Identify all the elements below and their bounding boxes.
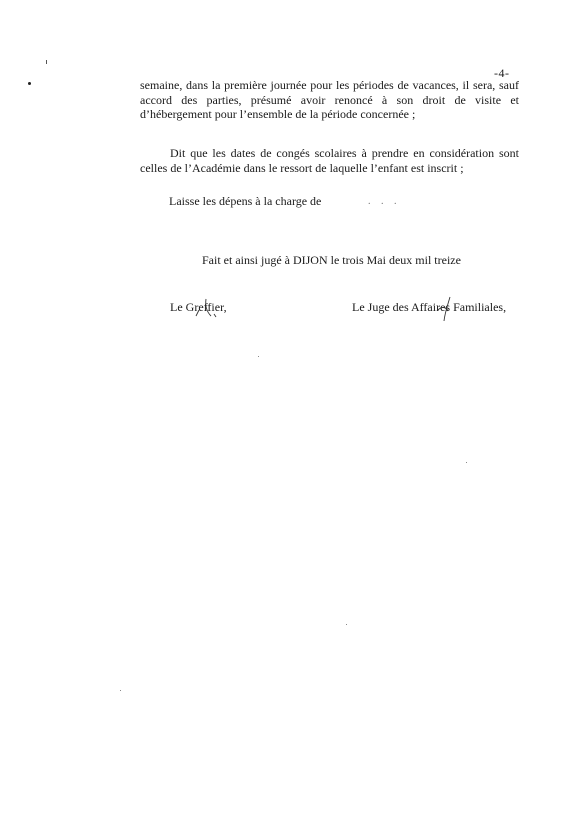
scan-mark [46,60,47,64]
costs-line: Laisse les dépens à la charge de [169,194,322,208]
scan-speck [258,356,259,357]
scan-speck [346,624,347,625]
paragraph-school-holidays: Dit que les dates de congés scolaires à prendre en considération sont celles de l’Académie dans le ressort de laquelle l’enfant est inscrit ; [140,146,519,175]
judge-signature-label: Le Juge des Affaires Familiales, [352,300,507,314]
judge-signature-stroke [436,294,458,324]
scan-speck [466,462,467,463]
closing-statement: Fait et ainsi jugé à DIJON le trois Mai deux mil treize [202,253,461,267]
margin-bullet [28,82,31,85]
clerk-signature-stroke [192,294,222,320]
scan-speck [120,690,121,691]
redacted-name: . . . [368,196,401,207]
paragraph-visitation-terms: semaine, dans la première journée pour les périodes de vacances, il sera, sauf accord des parties, présumé avoir renoncé à son droit de visite et d’hébergement pour l’ensemble de la période concernée ; [140,78,519,121]
clerk-signature-label: Le Greffier, [170,300,227,314]
page-number: -4- [494,66,510,80]
